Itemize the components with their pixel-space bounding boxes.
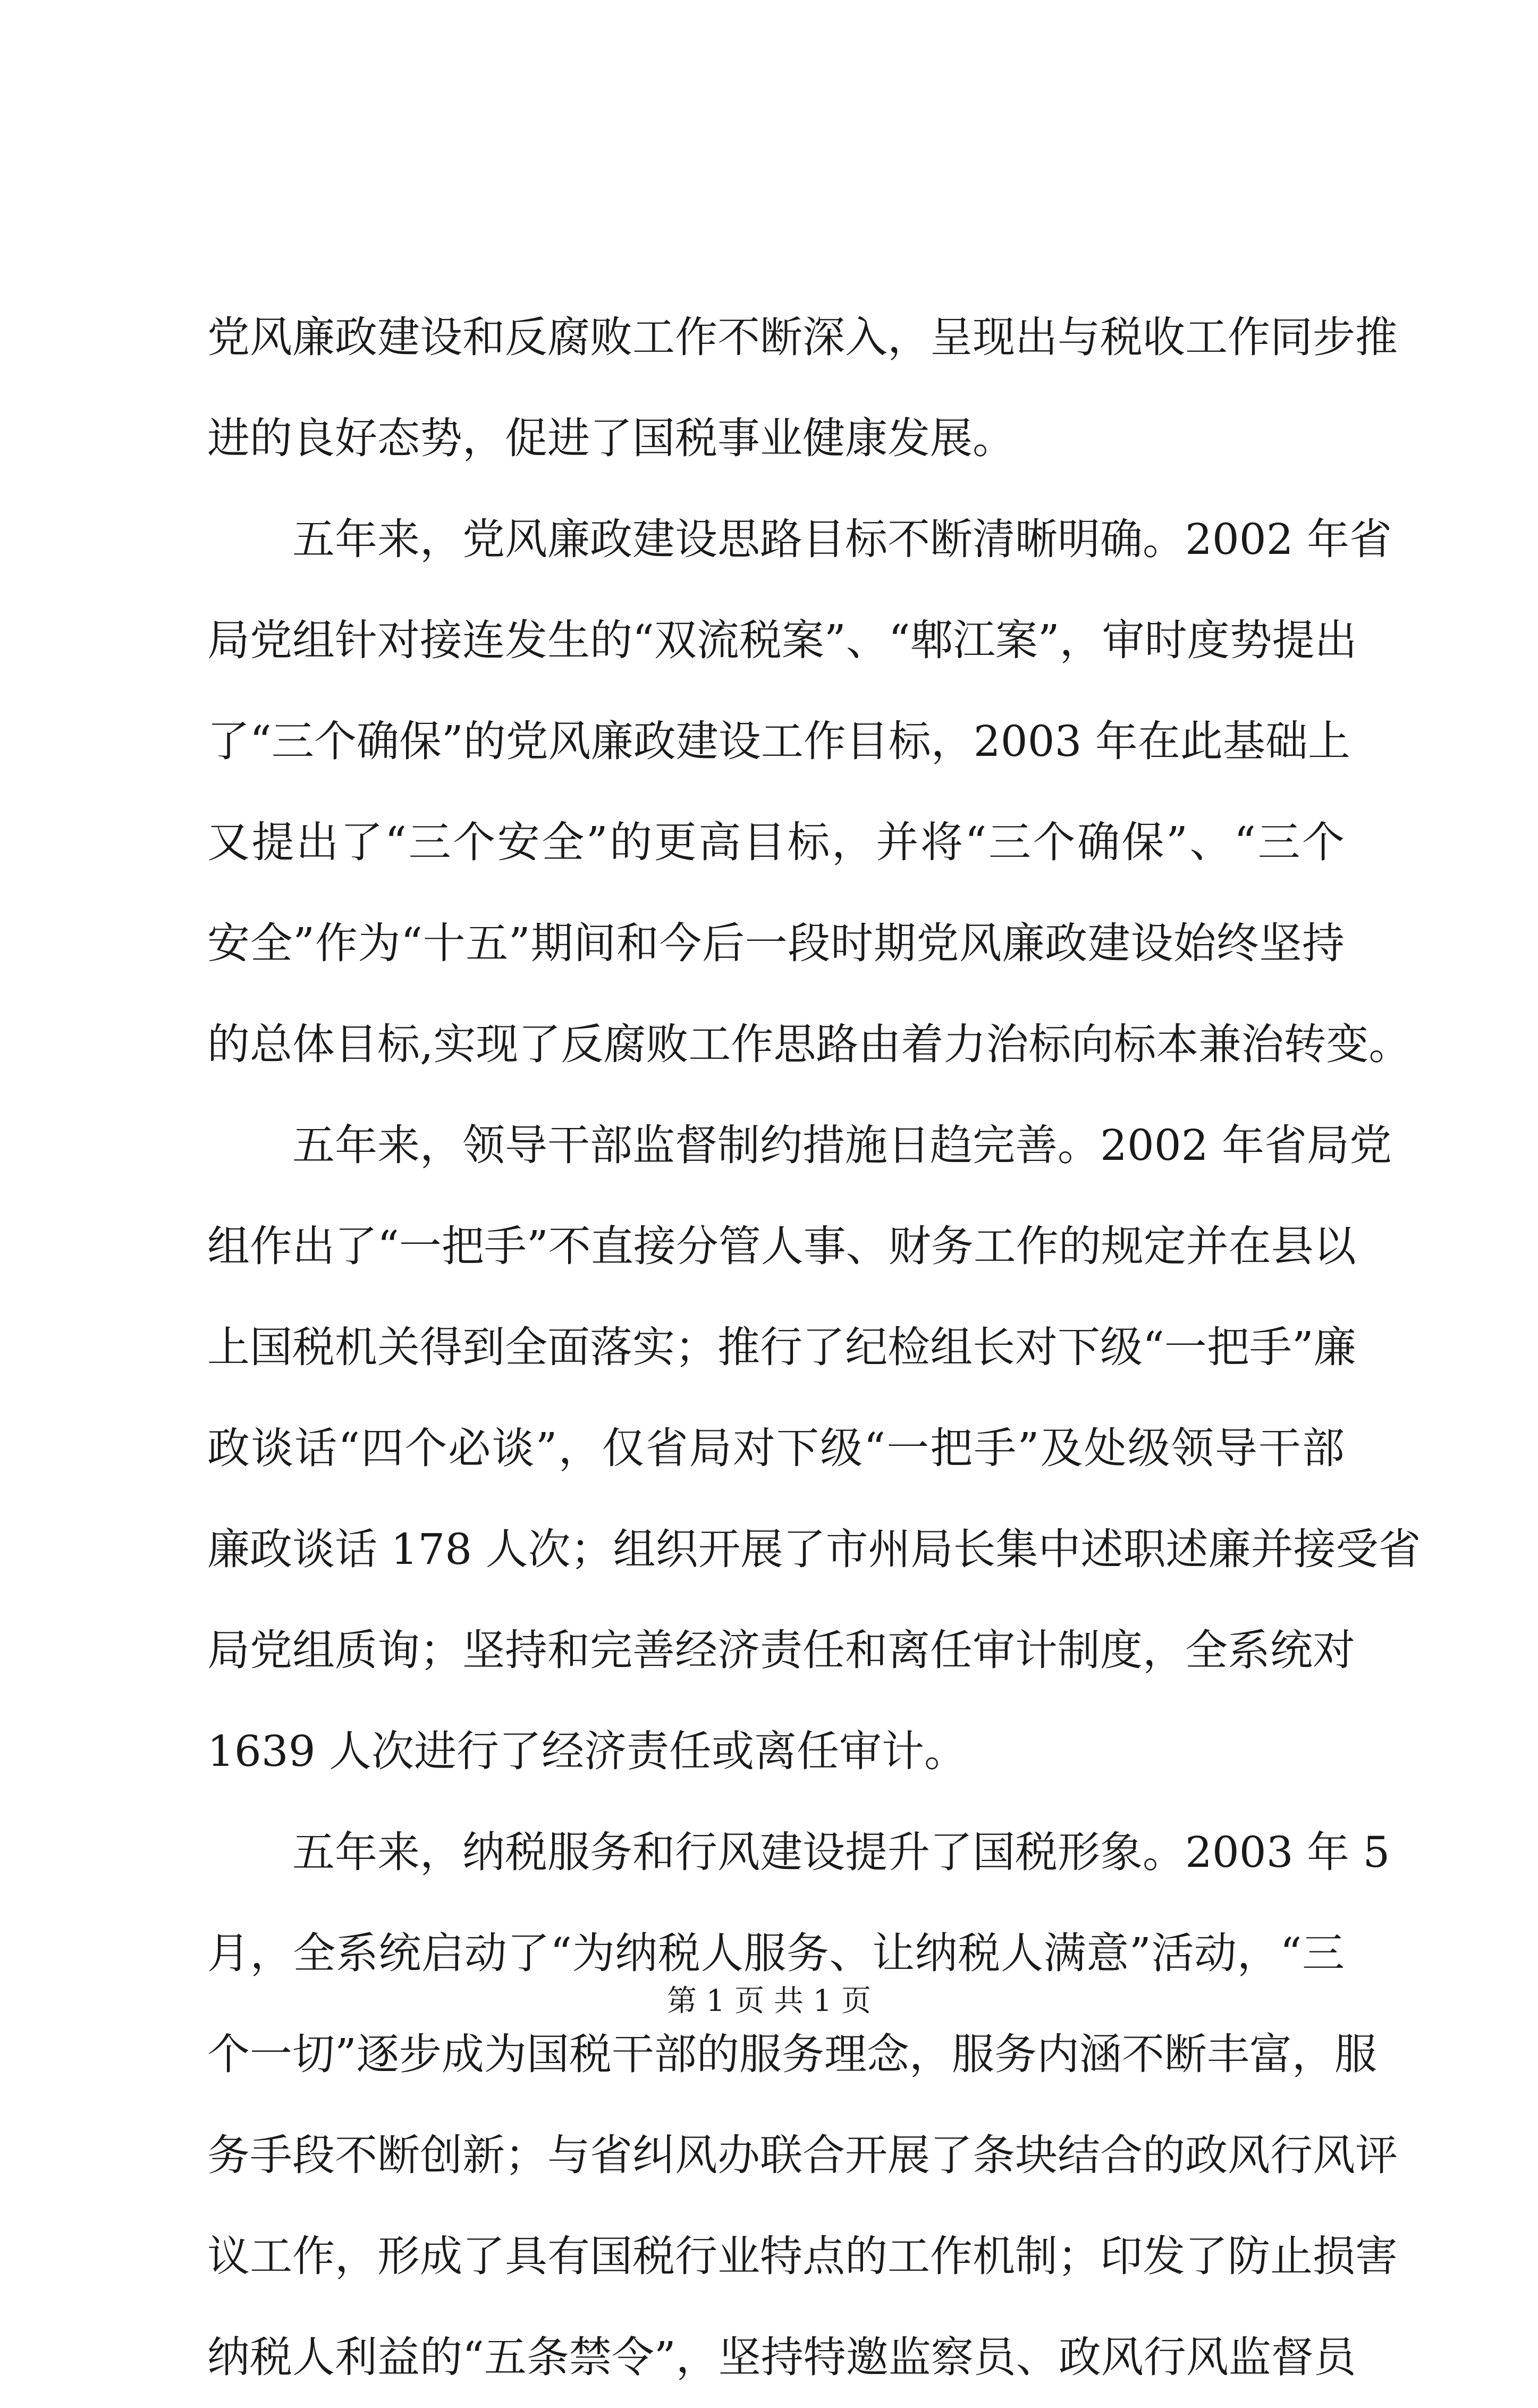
document-body <box>207 287 1421 2408</box>
text-line: 党风廉政建设和反腐败工作不断深入，呈现出与税收工作同步推 <box>207 313 1398 362</box>
text-line: 1639 人次进行了经济责任或离任审计。 <box>207 1727 967 1776</box>
page-footer <box>0 1980 1538 2023</box>
text-line: 月，全系统启动了“为纳税人服务、让纳税人满意”活动，“三 <box>207 1929 1345 1978</box>
page-number-label: 第 1 页 共 1 页 <box>666 1984 872 2018</box>
paragraph-4 <box>207 1802 1398 2408</box>
paragraph-2 <box>207 489 1412 1095</box>
paragraph-3 <box>207 1095 1421 1802</box>
text-line: 五年来，纳税服务和行风建设提升了国税形象。2003 年 5 <box>292 1828 1390 1877</box>
text-line: 纳税人利益的“五条禁令”，坚持特邀监察员、政风行风监督员 <box>207 2333 1356 2382</box>
text-line: 政谈话“四个必谈”，仅省局对下级“一把手”及处级领导干部 <box>207 1424 1345 1473</box>
text-line: 进的良好态势，促进了国税事业健康发展。 <box>207 414 1015 463</box>
text-line: 又提出了“三个安全”的更高目标，并将“三个确保”、“三个 <box>207 818 1345 867</box>
text-line: 的总体目标,实现了反腐败工作思路由着力治标向标本兼治转变。 <box>207 1020 1412 1069</box>
text-line: 安全”作为“十五”期间和今后一段时期党风廉政建设始终坚持 <box>207 919 1345 968</box>
text-line: 了“三个确保”的党风廉政建设工作目标，2003 年在此基础上 <box>207 717 1350 766</box>
text-line: 局党组针对接连发生的“双流税案”、“郫江案”，审时度势提出 <box>207 616 1357 665</box>
text-line: 务手段不断创新；与省纠风办联合开展了条块结合的政风行风评 <box>207 2131 1398 2180</box>
text-line: 个一切”逐步成为国税干部的服务理念，服务内涵不断丰富，服 <box>207 2030 1377 2079</box>
text-line: 五年来，领导干部监督制约措施日趋完善。2002 年省局党 <box>292 1121 1392 1170</box>
text-line: 廉政谈话 178 人次；组织开展了市州局长集中述职述廉并接受省 <box>207 1525 1421 1574</box>
text-line: 五年来，党风廉政建设思路目标不断清晰明确。2002 年省 <box>292 515 1392 564</box>
text-line: 议工作，形成了具有国税行业特点的工作机制；印发了防止损害 <box>207 2232 1398 2281</box>
text-line: 上国税机关得到全面落实；推行了纪检组长对下级“一把手”廉 <box>207 1323 1356 1372</box>
text-line: 组作出了“一把手”不直接分管人事、财务工作的规定并在县以 <box>207 1222 1356 1271</box>
text-line: 局党组质询；坚持和完善经济责任和离任审计制度，全系统对 <box>207 1626 1355 1675</box>
paragraph-1 <box>207 287 1398 489</box>
